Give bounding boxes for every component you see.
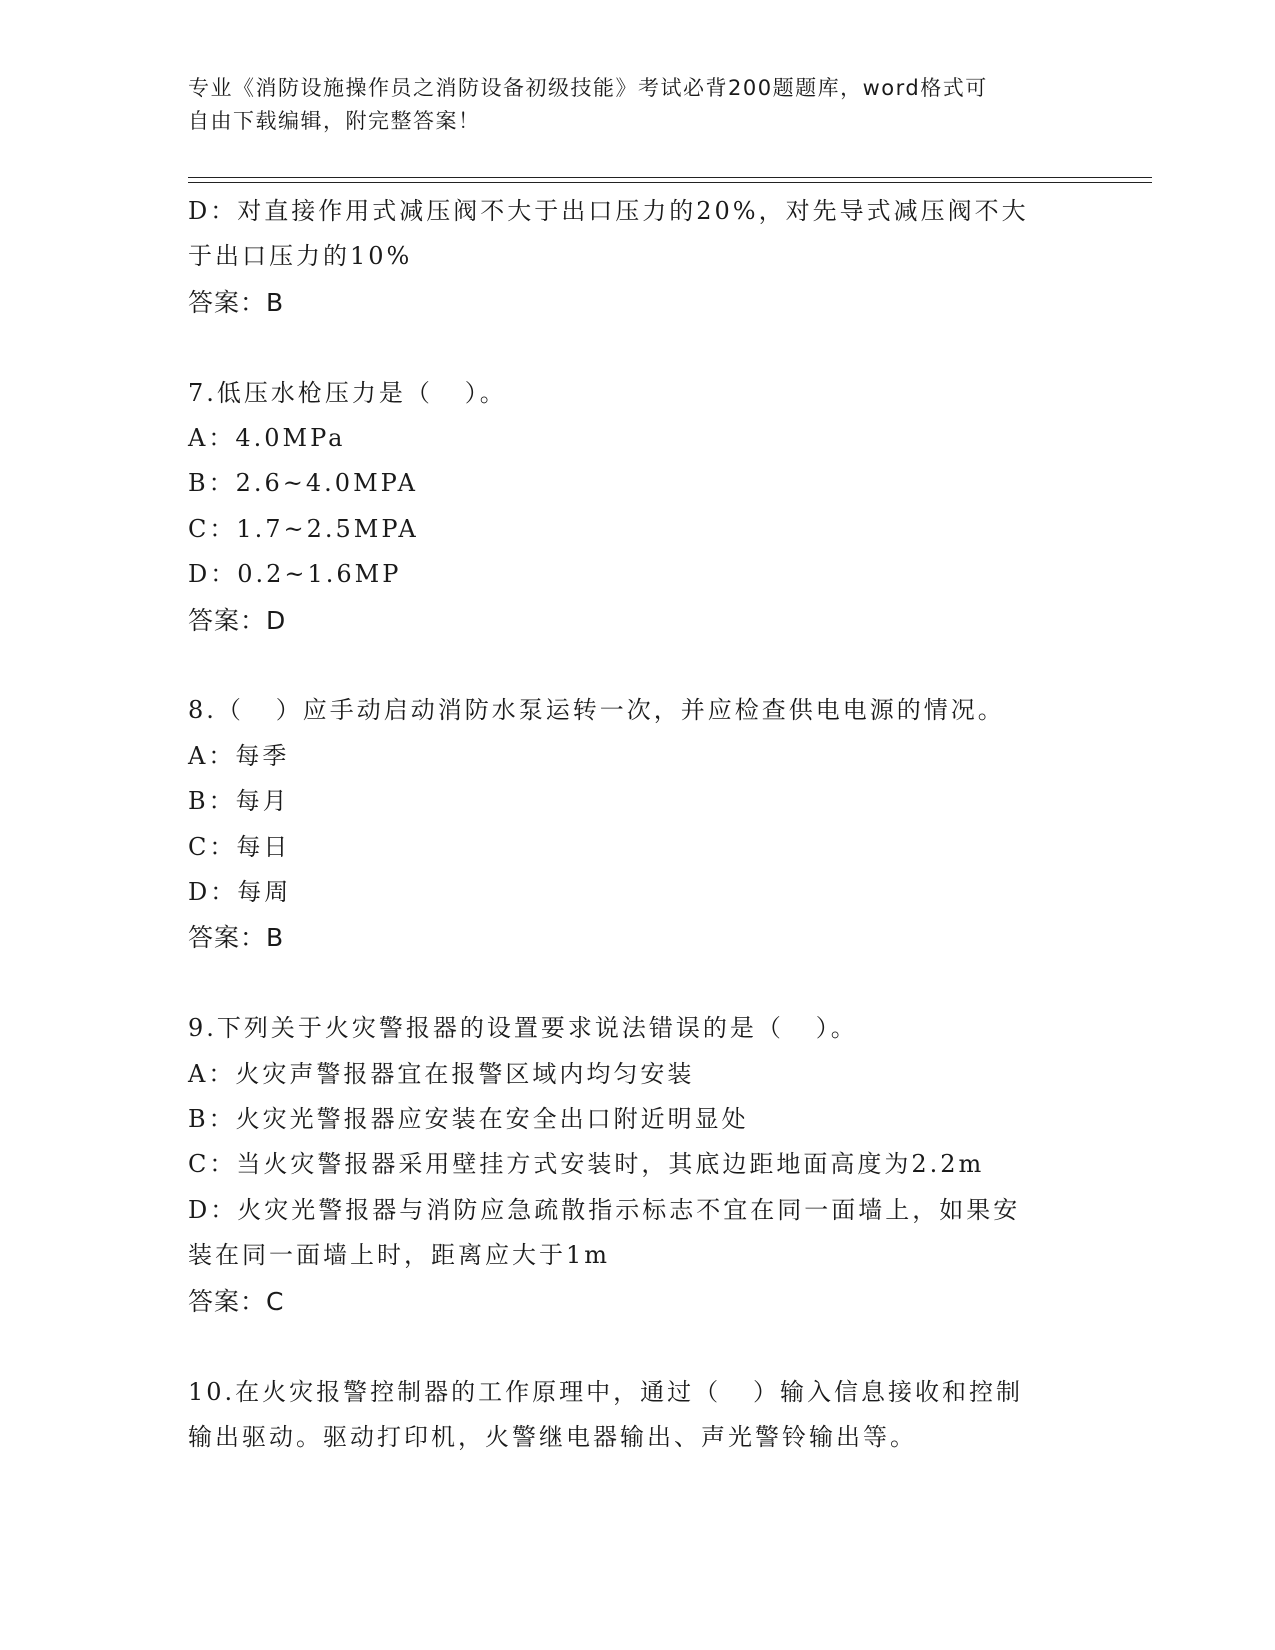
- option-c: C：当火灾警报器采用壁挂方式安装时，其底边距地面高度为2.2m: [188, 1150, 985, 1179]
- option-d-line-1: D：火灾光警报器与消防应急疏散指示标志不宜在同一面墙上，如果安: [188, 1195, 1021, 1224]
- question-9: [188, 1006, 1078, 1324]
- option-d-line-2: 装在同一面墙上时，距离应大于1m: [188, 1241, 611, 1270]
- option-b: B：2.6~4.0MPA: [188, 469, 418, 498]
- option-d: D：0.2~1.6MP: [188, 560, 402, 589]
- question-fragment-6: [188, 189, 1078, 325]
- option-d-line-2: 于出口压力的10%: [188, 242, 413, 271]
- spacer: [188, 961, 1078, 1006]
- question-stem-line-1: 10.在火灾报警控制器的工作原理中，通过（ ）输入信息接收和控制: [188, 1377, 1024, 1406]
- option-a: A：火灾声警报器宜在报警区域内均匀安装: [188, 1059, 695, 1088]
- header-divider-top: [188, 177, 1152, 178]
- spacer: [188, 325, 1078, 370]
- header-divider-bottom: [188, 182, 1152, 183]
- question-7: [188, 371, 1078, 643]
- answer: 答案：C: [188, 1286, 285, 1316]
- answer: 答案：B: [188, 923, 285, 953]
- question-10: [188, 1370, 1078, 1461]
- question-stem: 9.下列关于火灾警报器的设置要求说法错误的是（ ）。: [188, 1014, 858, 1043]
- document-body: [188, 189, 1078, 1460]
- option-d-line-1: D：对直接作用式减压阀不大于出口压力的20%，对先导式减压阀不大: [188, 197, 1029, 225]
- option-b: B：火灾光警报器应安装在安全出口附近明显处: [188, 1105, 749, 1134]
- option-a: A：每季: [188, 741, 290, 770]
- spacer: [188, 1324, 1078, 1369]
- question-stem: 8.（ ）应手动启动消防水泵运转一次，并应检查供电电源的情况。: [188, 696, 1005, 725]
- question-8: [188, 688, 1078, 960]
- spacer: [188, 643, 1078, 688]
- option-c: C：每日: [188, 832, 291, 861]
- option-c: C：1.7~2.5MPA: [188, 514, 419, 543]
- option-b: B：每月: [188, 787, 290, 816]
- answer: 答案：B: [188, 287, 285, 317]
- question-stem-line-2: 输出驱动。驱动打印机，火警继电器输出、声光警铃输出等。: [188, 1422, 917, 1451]
- header-line-2: 自由下载编辑，附完整答案！: [188, 109, 481, 133]
- option-d: D：每周: [188, 878, 292, 907]
- header-line-1: 专业《消防设施操作员之消防设备初级技能》考试必背200题题库，word格式可: [188, 76, 988, 100]
- option-a: A：4.0MPa: [188, 424, 346, 453]
- answer: 答案：D: [188, 605, 287, 635]
- document-header: [188, 72, 1068, 138]
- question-stem: 7.低压水枪压力是（ ）。: [188, 378, 507, 407]
